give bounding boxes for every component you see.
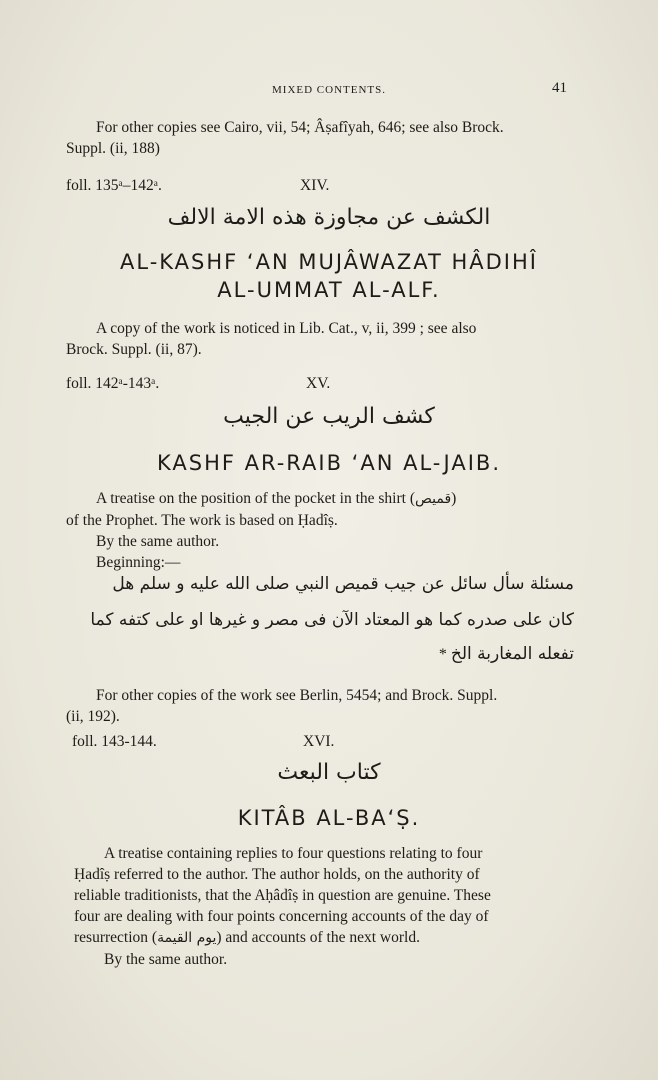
running-head: MIXED CONTENTS. (272, 84, 386, 96)
body-line: Beginning:— (96, 554, 181, 571)
entry-number-xv: XV. (306, 375, 331, 392)
body-line: For other copies of the work see Berlin, 5454; and Brock. Suppl. (96, 687, 498, 704)
folio-range-xiv: foll. 135ᵃ–142ᵃ. (66, 177, 162, 194)
body-line: resurrection (يوم القيمة) and accounts of the next world. (74, 929, 420, 946)
entry-body-xv (66, 488, 572, 573)
entry-title-xiv-line-2: AL-UMMAT AL-ALF. (217, 278, 441, 302)
entry-body-xiv (66, 318, 572, 360)
intro-line-2: Suppl. (ii, 188) (66, 140, 160, 157)
body-line: Brock. Suppl. (ii, 87). (66, 341, 202, 358)
beginning-arabic-line-3: تفعله المغاربة الخ * (438, 644, 574, 664)
body-line: four are dealing with four points concerning accounts of the day of (74, 908, 489, 925)
body-line: A treatise containing replies to four questions relating to four (104, 845, 483, 862)
body-line: By the same author. (104, 951, 228, 968)
body-line: A treatise on the position of the pocket in the shirt (قميص) (96, 490, 457, 507)
entry-body-xvi (74, 843, 570, 970)
body-line: Ḥadîṣ referred to the author. The author holds, on the authority of (74, 866, 480, 883)
page-number: 41 (552, 80, 567, 96)
body-line: of the Prophet. The work is based on Ḥadîṣ. (66, 512, 338, 529)
folio-range-xv: foll. 142ᵃ-143ᵃ. (66, 375, 160, 392)
arabic-title-xvi: كتاب البعث (277, 760, 381, 785)
entry-title-xv: KASHF AR-RAIB ‘AN AL-JAIB. (156, 451, 502, 475)
folio-range-xvi: foll. 143-144. (72, 733, 157, 750)
entry-closing-xv (66, 685, 572, 727)
entry-title-xiv-line-1: AL-KASHF ‘AN MUJÂWAZAT HÂDIHÎ (120, 250, 538, 274)
body-line: reliable traditionists, that the Aḥâdîṣ in question are genuine. These (74, 887, 491, 904)
entry-title-xvi: KITÂB AL-BA‘Ṣ. (237, 806, 421, 830)
beginning-arabic-line-1: مسئلة سأل سائل عن جيب قميص النبي صلى الله عليه و سلم هل (112, 574, 574, 594)
intro-paragraph (66, 117, 572, 159)
arabic-title-xiv: الكشف عن مجاوزة هذه الامة الالف (167, 205, 491, 230)
intro-line-1: For other copies see Cairo, vii, 54; Âṣafîyah, 646; see also Brock. (96, 119, 504, 136)
inline-arabic-phrase: يوم القيمة (157, 930, 217, 946)
body-line: By the same author. (96, 533, 220, 550)
arabic-title-xv: كشف الريب عن الجيب (223, 404, 435, 429)
entry-number-xvi: XVI. (303, 733, 335, 750)
body-line: (ii, 192). (66, 708, 120, 725)
body-line: A copy of the work is noticed in Lib. Cat., v, ii, 399 ; see also (96, 320, 477, 337)
entry-number-xiv: XIV. (300, 177, 330, 194)
inline-arabic-word: قميص (414, 491, 452, 507)
beginning-arabic-line-2: كان على صدره كما هو المعتاد الآن فى مصر و غيرها او على كتفه كما (90, 610, 574, 630)
